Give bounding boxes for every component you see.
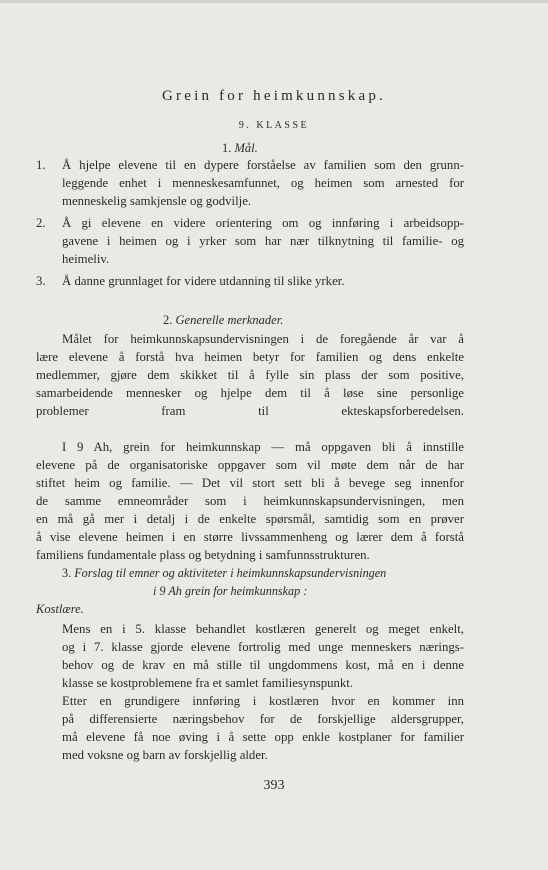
paragraph-line: I 9 Ah, grein for heimkunnskap — må oppgaven bli å innstille xyxy=(62,440,464,454)
section-title: Forslag til emner og aktiviteter i heimkunnskapsundervisningen xyxy=(74,566,387,580)
paragraph-line: elevene på de organisatoriske oppgaver som vil møte dem når de har xyxy=(36,458,464,472)
class-heading: 9. KLASSE xyxy=(238,120,310,131)
paragraph-line: med voksne og barn av forskjellig alder. xyxy=(62,748,268,762)
paragraph-line: på differensierte næringsbehov for de forskjellige aldersgrupper, xyxy=(62,712,464,726)
list-line: heimeliv. xyxy=(62,252,110,266)
list-number: 1. xyxy=(36,158,46,172)
page-title: Grein for heimkunnskap. xyxy=(162,88,386,104)
paragraph-line: behov og de krav en må stille til ungdommens kost, må en i denne xyxy=(62,658,464,672)
paragraph-line: de samme emneområder som i heimkunnskapsundervisningen, men xyxy=(36,494,464,508)
paragraph-line: klasse se kostproblemene fra et samlet familiesynspunkt. xyxy=(62,676,354,690)
list-line: gavene i heimen og i yrker som har nær tilknytning til familie- og xyxy=(62,234,464,248)
list-line: Å hjelpe elevene til en dypere forståelse av familien som den grunn- xyxy=(62,158,464,172)
paragraph-line: Målet for heimkunnskapsundervisningen i de foregående år var å xyxy=(62,332,464,346)
section-heading-3 xyxy=(62,566,386,581)
paragraph-line: familiens fundamentale plass og betydning i samfunnsstrukturen. xyxy=(36,548,370,562)
paragraph-line: må elevene få noe øving i å sette opp enkle kostplaner for familier xyxy=(62,730,464,744)
list-number: 2. xyxy=(36,216,46,230)
section-title: Mål. xyxy=(234,141,258,155)
paragraph-line: å vise elevene heimen i en større livssammenheng og lærer dem å forstå xyxy=(36,530,464,544)
paragraph-line: medlemmer, gjøre dem skikket til å fylle sin plass der som positive, xyxy=(36,368,464,382)
subheading-kostlaere: Kostlære. xyxy=(36,602,84,616)
paragraph-line: lære elevene å forstå hva heimen betyr for familien og dens enkelte xyxy=(36,350,464,364)
section-number: 1. xyxy=(222,141,232,155)
section-number: 2. xyxy=(163,313,173,327)
paragraph-line: problemer fram til ekteskapsforberedelsen. xyxy=(36,404,464,418)
page-edge xyxy=(0,0,548,3)
section-title: Generelle merknader. xyxy=(175,313,284,327)
paragraph-line: en må gå mer i detalj i de enkelte spørsmål, samtidig som en prøver xyxy=(36,512,464,526)
list-number: 3. xyxy=(36,274,46,288)
paragraph-line: Mens en i 5. klasse behandlet kostlæren generelt og meget enkelt, xyxy=(62,622,464,636)
paragraph-line: stiftet heim og familie. — Det vil stort sett bli å bevege seg innenfor xyxy=(36,476,464,490)
list-line: leggende enhet i menneskesamfunnet, og heimen som arnested for xyxy=(62,176,464,190)
section-title-continued: i 9 Ah grein for heimkunnskap : xyxy=(153,584,308,598)
section-heading-2 xyxy=(163,313,283,328)
paragraph-line: Etter en grundigere innføring i kostlæren hvor en kommer inn xyxy=(62,694,464,708)
page-number: 393 xyxy=(263,778,285,793)
section-heading-1 xyxy=(222,141,258,156)
list-line: Å gi elevene en videre orientering om og innføring i arbeidsopp- xyxy=(62,216,464,230)
list-line: menneskelig samkjensle og godvilje. xyxy=(62,194,252,208)
paragraph-line: samarbeidende mennesker og hjelpe dem til å løse sine personlige xyxy=(36,386,464,400)
section-number: 3. xyxy=(62,566,72,580)
paragraph-line: og i 7. klasse gjorde elevene fortrolig med unge menneskers nærings- xyxy=(62,640,464,654)
list-line: Å danne grunnlaget for videre utdanning til slike yrker. xyxy=(62,274,345,288)
